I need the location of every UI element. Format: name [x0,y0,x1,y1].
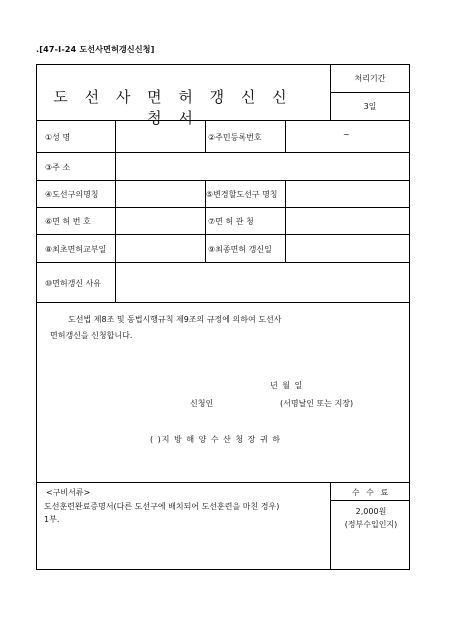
period-divider [330,92,410,93]
resident-number-range: ~ [343,130,350,139]
renewal-reason-label: ⑩면허갱신 사유 [45,279,102,288]
first-issue-label: ⑧최초면허교부일 [45,245,107,254]
pilot-area-label: ④도선구의명칭 [45,190,99,199]
row-divider [36,262,410,263]
license-number-label: ⑥면 허 번 호 [45,217,91,226]
required-documents-label: <구비서류> [46,488,91,497]
form-title: 도 선 사 면 허 갱 신 신 청 서 [53,88,293,127]
col-divider [115,120,116,302]
fee-note: (정부수입인지) [344,520,398,529]
name-label: ①성 명 [45,133,71,142]
col-divider [285,180,286,262]
fee-amount: 2,000원 [355,507,387,516]
row-divider [36,234,410,235]
row-divider [36,302,410,303]
statement-line-1: 도선법 제8조 및 동법시행규칙 제9조의 규정에 의하여 도선사 [68,315,282,324]
fee-label: 수 수 료 [351,488,391,497]
changed-area-label: ⑤변경할도선구 명칭 [206,190,278,199]
processing-period-label: 처리기간 [354,74,386,83]
application-statement [50,312,380,344]
statement-line-2: 면허갱신을 신청합니다. [50,331,133,340]
col-divider [330,482,331,570]
form-id: .[47-I-24 도선사면허갱신신청] [36,45,155,54]
required-documents-text: 도선훈련완료증명서(다른 도선구에 배치되어 도선훈련을 마친 경우) 1부. [44,502,280,524]
signature-note: (서명날인 또는 지장) [280,399,354,408]
address-label: ③주 소 [45,163,71,172]
application-date: 년 월 일 [270,381,304,390]
row-divider [36,180,410,181]
applicant-label: 신청인 [190,399,214,408]
resident-number-label: ②주민등록번호 [208,133,262,142]
license-office-label: ⑦면 허 관 청 [208,217,254,226]
fee-divider [330,500,410,501]
addressee: ( )지 방 해 양 수 산 청 장 귀 하 [150,435,281,444]
last-renewal-label: ⑨최종면허 갱신일 [208,245,272,254]
processing-period-value: 3일 [363,102,377,111]
row-divider [36,152,410,153]
row-divider [36,482,410,483]
row-divider [36,207,410,208]
